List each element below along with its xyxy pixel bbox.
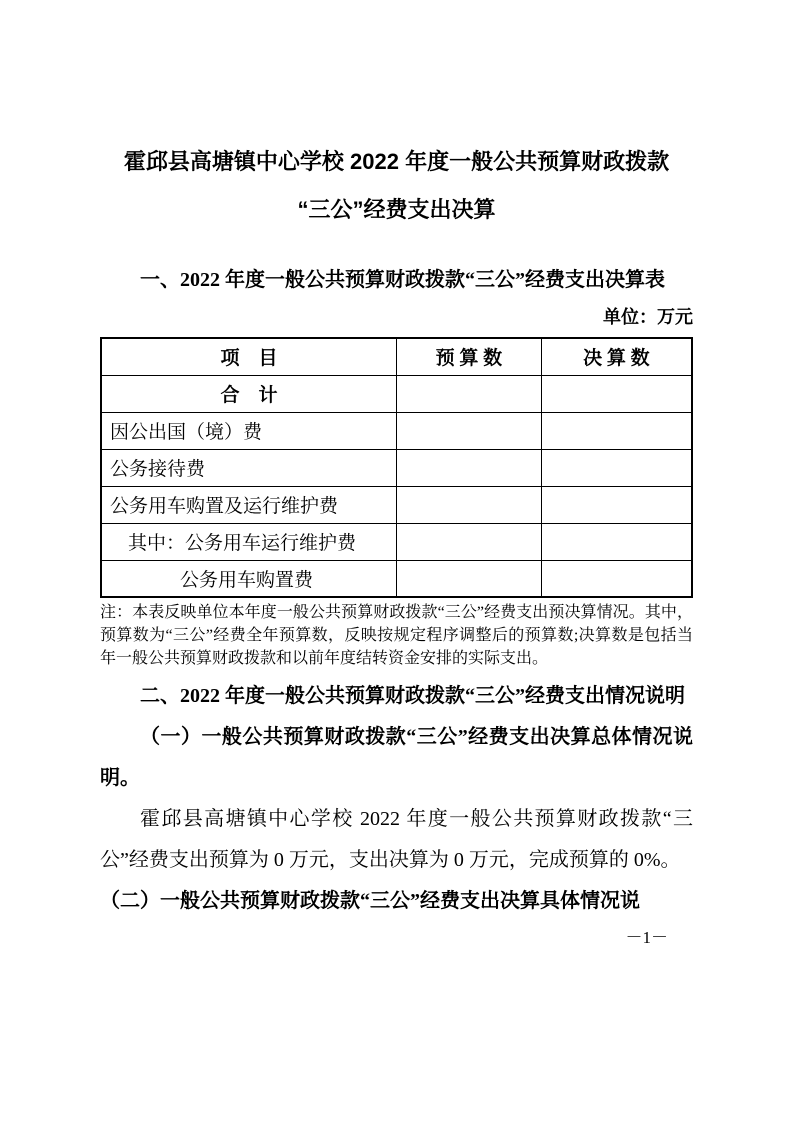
table-row — [101, 449, 692, 486]
table-header-row — [101, 338, 692, 375]
final-value — [541, 560, 692, 597]
section1-heading: 一、2022 年度一般公共预算财政拨款“三公”经费支出决算表 — [140, 269, 665, 291]
doc-title — [100, 138, 693, 234]
final-value — [541, 486, 692, 523]
col-header-budget: 预 算 数 — [397, 338, 542, 375]
final-value — [541, 375, 692, 412]
doc-title-line1: 霍邱县高塘镇中心学校 2022 年度一般公共预算财政拨款 — [123, 149, 670, 174]
table-row — [101, 375, 692, 412]
row-label-vehicle-total: 公务用车购置及运行维护费 — [101, 486, 397, 523]
summary-paragraph: 霍邱县高塘镇中心学校 2022 年度一般公共预算财政拨款“三公”经费支出预算为 0 万元，支出决算为 0 万元，完成预算的 0%。 — [100, 808, 693, 871]
unit-label: 单位：万元 — [603, 307, 693, 327]
row-label-total: 合 计 — [101, 375, 397, 412]
doc-title-line2: “三公”经费支出决算 — [297, 197, 496, 222]
table-row — [101, 486, 692, 523]
table-row — [101, 412, 692, 449]
final-value — [541, 449, 692, 486]
final-value — [541, 523, 692, 560]
table-row — [101, 560, 692, 597]
three-public-expense-table — [100, 337, 693, 598]
final-value — [541, 412, 692, 449]
row-label-reception: 公务接待费 — [101, 449, 397, 486]
budget-value — [397, 486, 542, 523]
budget-value — [397, 449, 542, 486]
row-label-vehicle-operation: 其中：公务用车运行维护费 — [101, 523, 397, 560]
page-number: －1－ — [625, 928, 668, 947]
budget-value — [397, 375, 542, 412]
table-note: 注：本表反映单位本年度一般公共预算财政拨款“三公”经费支出预决算情况。其中，预算数为“三公”经费全年预算数，反映按规定程序调整后的预算数;决算数是包括当年一般公共预算财政拨款和以前年度结转资金安排的实际支出。 — [100, 604, 693, 667]
budget-value — [397, 523, 542, 560]
budget-value — [397, 560, 542, 597]
subsection2-heading: （二）一般公共预算财政拨款“三公”经费支出决算具体情况说 — [100, 890, 640, 912]
section2-heading: 二、2022 年度一般公共预算财政拨款“三公”经费支出情况说明 — [140, 685, 685, 707]
budget-value — [397, 412, 542, 449]
subsection1-heading: （一）一般公共预算财政拨款“三公”经费支出决算总体情况说明。 — [100, 726, 693, 789]
col-header-final: 决 算 数 — [541, 338, 692, 375]
table-row — [101, 523, 692, 560]
row-label-abroad: 因公出国（境）费 — [101, 412, 397, 449]
col-header-item: 项 目 — [101, 338, 397, 375]
row-label-vehicle-purchase: 公务用车购置费 — [101, 560, 397, 597]
